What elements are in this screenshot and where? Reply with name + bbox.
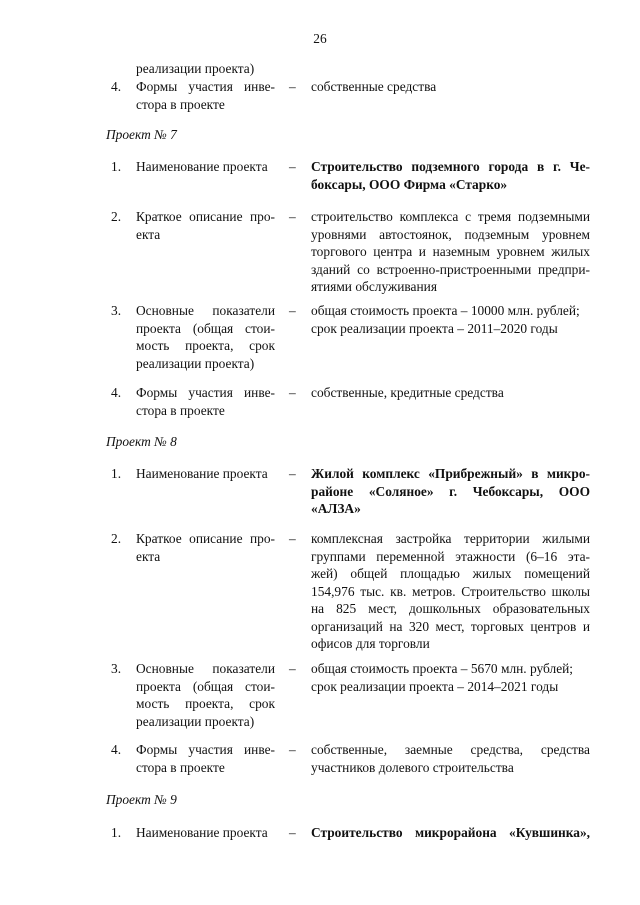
item-dash: – [289, 303, 296, 318]
item-label [136, 78, 275, 113]
project-heading: Проект № 8 [106, 434, 177, 449]
value-line: ятиями обслуживания [311, 279, 437, 294]
label-line: Формы участия инве- [136, 742, 275, 757]
value-line: торгового центра и наземным уровнем жилых [311, 244, 590, 259]
label-line: стора в проекте [136, 759, 225, 775]
item-dash: – [289, 209, 296, 224]
value-line: районе «Соляное» г. Чебоксары, ООО [311, 483, 590, 499]
item-label [136, 158, 275, 176]
item-number: 1. [111, 466, 122, 481]
label-line: мость проекта, срок [136, 338, 275, 353]
label-line: стора в проекте [136, 96, 225, 112]
label-line: стора в проекте [136, 402, 225, 418]
page-number: 26 [313, 31, 327, 46]
label-line: Наименование проекта [136, 159, 268, 174]
value-line: Строительство подземного города в г. Че- [311, 159, 590, 174]
value-line: организаций на 320 мест, торговых центров и [311, 618, 590, 634]
item-value [311, 384, 590, 402]
item-dash: – [289, 466, 296, 481]
item-number: 3. [111, 303, 122, 318]
item-number: 4. [111, 742, 122, 757]
value-line: зданий со встроенно-пристроенными предпри- [311, 261, 590, 277]
value-line: Жилой комплекс «Прибрежный» в микро- [311, 466, 590, 481]
item-dash: – [289, 385, 296, 400]
value-line: участников долевого строительства [311, 759, 514, 775]
item-label [136, 384, 275, 419]
label-line: Формы участия инве- [136, 385, 275, 400]
item-value [311, 530, 590, 653]
continuation-label [136, 60, 275, 78]
value-line: срок реализации проекта – 2014–2021 годы [311, 678, 559, 694]
item-dash: – [289, 742, 296, 757]
label-line: реализации проекта) [136, 355, 255, 371]
value-line: собственные средства [311, 79, 437, 94]
value-line: 154,976 тыс. кв. метров. Строительство школы [311, 583, 590, 599]
item-value [311, 302, 590, 337]
label-line: Формы участия инве- [136, 79, 275, 94]
label-line: проекта (общая стои- [136, 320, 275, 336]
item-value [311, 208, 590, 296]
item-label [136, 465, 275, 483]
value-line: боксары, ООО Фирма «Старко» [311, 176, 508, 192]
value-line: общая стоимость проекта – 10000 млн. рублей; [311, 303, 580, 318]
item-value [311, 660, 590, 695]
value-line: собственные, кредитные средства [311, 385, 504, 400]
value-line: группами переменной этажности (6–16 эта- [311, 548, 590, 564]
label-line: Наименование проекта [136, 825, 268, 840]
value-line: уровнями автостоянок, подземным уровнем [311, 226, 590, 242]
item-value [311, 741, 590, 776]
item-dash: – [289, 79, 296, 94]
item-label [136, 824, 275, 842]
label-line: Основные показатели [136, 661, 275, 676]
item-label [136, 741, 275, 776]
item-value [311, 78, 590, 96]
value-line: строительство комплекса с тремя подземными [311, 209, 590, 224]
value-line: офисов для торговли [311, 636, 430, 651]
project-heading: Проект № 7 [106, 127, 177, 142]
item-number: 2. [111, 209, 122, 224]
item-number: 4. [111, 79, 122, 94]
item-label [136, 208, 275, 243]
label-line: Краткое описание про- [136, 531, 275, 546]
label-line: мость проекта, срок [136, 696, 275, 711]
label-line: екта [136, 548, 161, 564]
label-line: реализации проекта) [136, 713, 255, 729]
item-dash: – [289, 159, 296, 174]
item-dash: – [289, 825, 296, 840]
item-number: 3. [111, 661, 122, 676]
value-line: срок реализации проекта – 2011–2020 годы [311, 320, 558, 336]
value-line: собственные, заемные средства, средства [311, 742, 590, 757]
item-dash: – [289, 661, 296, 676]
label-line: проекта (общая стои- [136, 678, 275, 694]
item-dash: – [289, 531, 296, 546]
value-line: комплексная застройка территории жилыми [311, 531, 590, 546]
item-number: 4. [111, 385, 122, 400]
value-line: «АЛЗА» [311, 501, 361, 516]
label-line: екта [136, 226, 161, 242]
value-line: общая стоимость проекта – 5670 млн. рублей; [311, 661, 574, 676]
item-value [311, 465, 590, 518]
label-line: Основные показатели [136, 303, 275, 318]
value-line: Строительство микрорайона «Кувшинка», [311, 825, 590, 840]
item-label [136, 530, 275, 565]
value-line: жей) общей площадью жилых помещений [311, 566, 590, 581]
item-number: 2. [111, 531, 122, 546]
item-number: 1. [111, 825, 122, 840]
label-line: Краткое описание про- [136, 209, 275, 224]
item-label [136, 302, 275, 372]
item-value [311, 158, 590, 193]
item-number: 1. [111, 159, 122, 174]
label-line: реализации проекта) [136, 61, 255, 76]
item-value [311, 824, 590, 842]
project-heading: Проект № 9 [106, 792, 177, 807]
label-line: Наименование проекта [136, 466, 268, 481]
item-label [136, 660, 275, 730]
value-line: на 825 мест, дошкольных образовательных [311, 601, 590, 616]
